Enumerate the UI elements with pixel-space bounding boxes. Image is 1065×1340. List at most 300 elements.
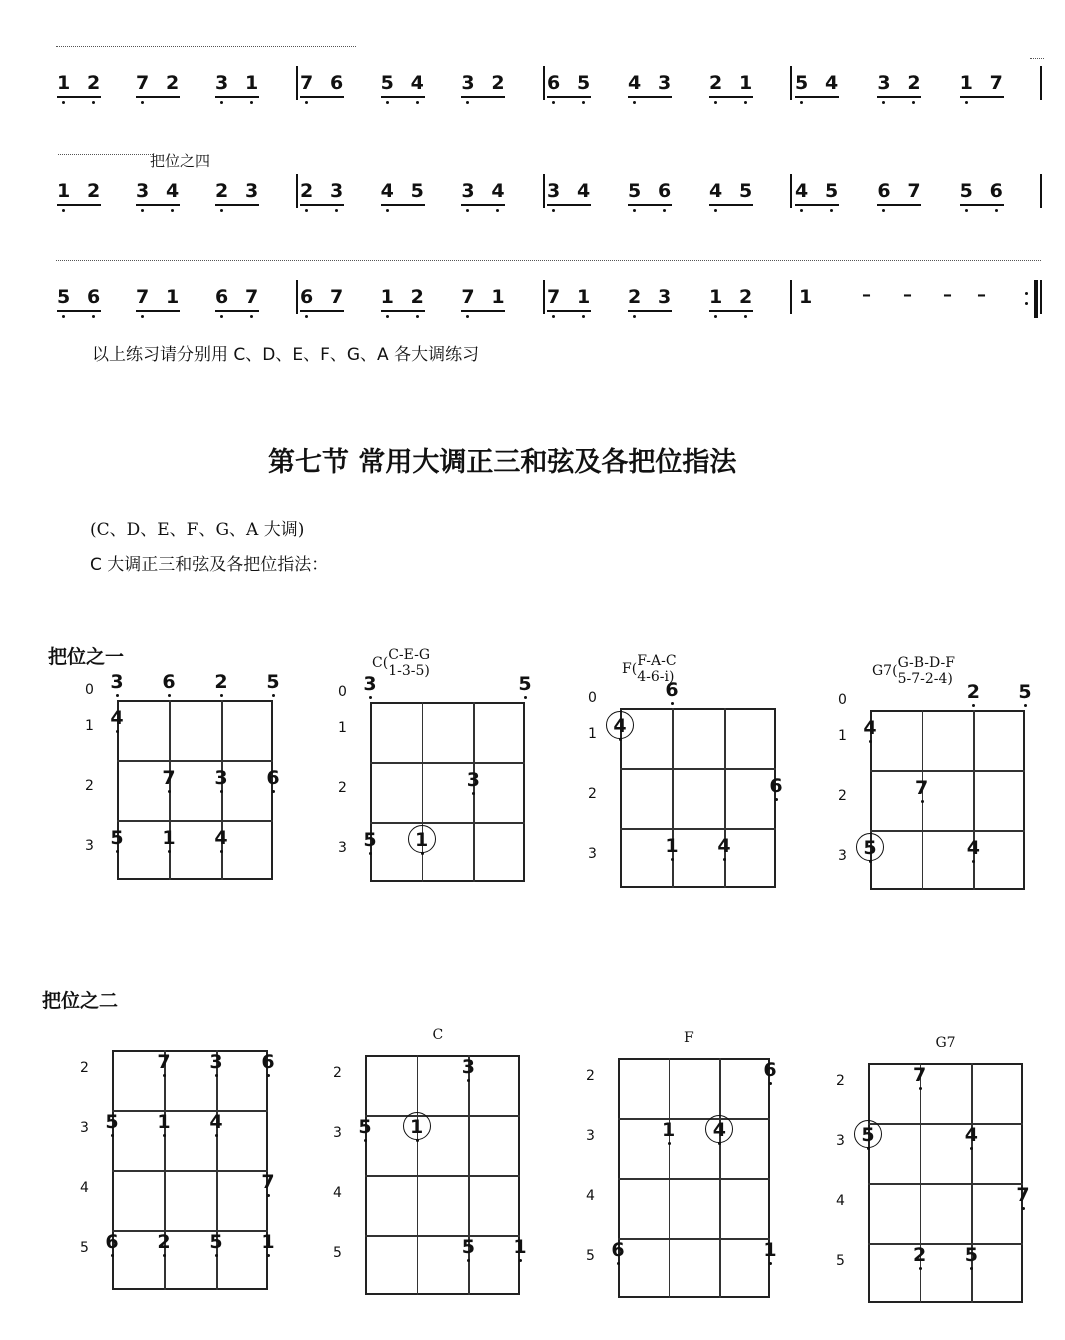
score-note: 5 xyxy=(380,72,394,94)
fret-number: 1 xyxy=(838,728,847,744)
note-dot xyxy=(168,694,171,697)
score-note: 3 xyxy=(461,72,475,94)
fret-note: 3 xyxy=(214,767,228,789)
score-note: 6 xyxy=(547,72,561,94)
fret-note: 5 xyxy=(461,1236,475,1258)
bar-line xyxy=(790,280,792,314)
fret-number: 3 xyxy=(338,840,347,856)
fret-grid xyxy=(870,710,1025,890)
fret-number: 3 xyxy=(85,838,94,854)
score-note: 5 xyxy=(739,180,753,202)
fret-number: 0 xyxy=(85,682,94,698)
score-note: 7 xyxy=(136,72,150,94)
fret-number: 0 xyxy=(838,692,847,708)
octave-dot xyxy=(552,315,555,318)
note-dot xyxy=(369,696,372,699)
fret-note: 4 xyxy=(110,707,124,729)
fret-note: 6 xyxy=(266,767,280,789)
octave-dot xyxy=(62,209,65,212)
bar-line xyxy=(790,66,792,100)
score-beam xyxy=(215,310,259,312)
fret-number: 0 xyxy=(338,684,347,700)
fret-note: 5 xyxy=(358,1116,372,1138)
score-note: 7 xyxy=(300,72,314,94)
fret-note: 5 xyxy=(209,1231,223,1253)
note-dot xyxy=(111,1254,114,1257)
score-note: 1 xyxy=(57,180,71,202)
fret-grid xyxy=(370,702,525,882)
fret-number: 3 xyxy=(836,1133,845,1149)
octave-dot xyxy=(305,315,308,318)
fret-line xyxy=(365,1115,520,1117)
bar-line xyxy=(1040,280,1042,314)
octave-dot xyxy=(416,101,419,104)
fret-number: 4 xyxy=(80,1180,89,1196)
octave-dot xyxy=(582,315,585,318)
fret-line xyxy=(117,760,273,762)
score-note: 6 xyxy=(658,180,672,202)
score-note: 5 xyxy=(628,180,642,202)
fret-note: 4 xyxy=(712,1119,726,1141)
score-beam xyxy=(547,96,591,98)
fret-note: 3 xyxy=(110,671,124,693)
octave-dot xyxy=(496,209,499,212)
fret-note: 4 xyxy=(966,837,980,859)
chord-name: F( F-A-C 4-6-i) xyxy=(622,653,677,685)
score-beam xyxy=(57,96,101,98)
note-dot xyxy=(1022,1207,1025,1210)
fret-note: 7 xyxy=(162,767,176,789)
note-dot xyxy=(919,1267,922,1270)
note-dot xyxy=(220,694,223,697)
repeat-dot xyxy=(1025,292,1028,295)
fret-note: 6 xyxy=(769,775,783,797)
note-dot xyxy=(220,850,223,853)
score-note: 7 xyxy=(245,286,259,308)
octave-dot xyxy=(171,209,174,212)
position-1-label: 把位之一 xyxy=(48,646,125,668)
octave-dot xyxy=(386,209,389,212)
score-beam xyxy=(877,96,921,98)
octave-dot xyxy=(800,101,803,104)
position-2-label: 把位之二 xyxy=(42,990,119,1012)
octave-dot xyxy=(882,209,885,212)
fret-number: 0 xyxy=(588,690,597,706)
score-position-label: 把位之四 xyxy=(150,152,211,170)
score-beam xyxy=(547,310,591,312)
fret-line xyxy=(868,1123,1023,1125)
octave-dot xyxy=(141,101,144,104)
score-note: 6 xyxy=(877,180,891,202)
note-dot xyxy=(519,1259,522,1262)
octave-dot xyxy=(141,315,144,318)
note-dot xyxy=(116,730,119,733)
fret-number: 1 xyxy=(85,718,94,734)
score-note: 4 xyxy=(628,72,642,94)
fret-number: 5 xyxy=(333,1245,342,1261)
octave-dot xyxy=(386,315,389,318)
octave-dot xyxy=(220,315,223,318)
octave-dot xyxy=(633,315,636,318)
fret-note: 3 xyxy=(363,673,377,695)
score-note: 3 xyxy=(547,180,561,202)
score-dash: – xyxy=(862,284,871,305)
score-note: 1 xyxy=(166,286,180,308)
score-note: 2 xyxy=(166,72,180,94)
score-beam xyxy=(300,204,344,206)
chord-numbers: 1-3-5) xyxy=(388,663,430,679)
score-note: 3 xyxy=(877,72,891,94)
fret-number: 5 xyxy=(80,1240,89,1256)
fret-note: 4 xyxy=(214,827,228,849)
score-note: 2 xyxy=(491,72,505,94)
score-note: 7 xyxy=(989,72,1003,94)
score-note: 6 xyxy=(87,286,101,308)
note-dot xyxy=(1024,704,1027,707)
score-note: 5 xyxy=(410,180,424,202)
fret-note: 4 xyxy=(613,715,627,737)
circled-note-ring xyxy=(408,825,436,853)
note-dot xyxy=(267,1254,270,1257)
fret-note: 4 xyxy=(964,1124,978,1146)
fret-number: 4 xyxy=(836,1193,845,1209)
fret-note: 6 xyxy=(665,679,679,701)
chord-name: F xyxy=(684,1030,694,1046)
fret-note: 1 xyxy=(513,1236,527,1258)
octave-dot xyxy=(220,101,223,104)
score-note: 3 xyxy=(461,180,475,202)
note-dot xyxy=(769,1082,772,1085)
score-beam xyxy=(795,96,839,98)
score-note: 2 xyxy=(709,72,723,94)
note-dot xyxy=(524,696,527,699)
octave-dot xyxy=(92,101,95,104)
octave-dot xyxy=(416,315,419,318)
fret-note: 4 xyxy=(863,717,877,739)
octave-dot xyxy=(995,209,998,212)
fret-line xyxy=(370,822,525,824)
score-note: 1 xyxy=(491,286,505,308)
bar-line xyxy=(1040,174,1042,208)
fret-note: 6 xyxy=(611,1239,625,1261)
note-dot xyxy=(919,1087,922,1090)
score-beam xyxy=(795,204,839,206)
score-note: 1 xyxy=(709,286,723,308)
note-dot xyxy=(116,694,119,697)
score-beam xyxy=(628,310,672,312)
fret-line xyxy=(370,762,525,764)
fret-note: 3 xyxy=(466,769,480,791)
fret-number: 2 xyxy=(85,778,94,794)
score-beam xyxy=(381,204,425,206)
chord-letters: C-E-G xyxy=(388,647,431,663)
score-note: 5 xyxy=(825,180,839,202)
note-dot xyxy=(921,800,924,803)
score-note: 5 xyxy=(795,72,809,94)
string-line xyxy=(672,708,674,888)
fret-number: 2 xyxy=(586,1068,595,1084)
fret-line xyxy=(117,820,273,822)
fret-line xyxy=(112,1170,268,1172)
octave-dot xyxy=(744,101,747,104)
fret-grid xyxy=(620,708,776,888)
score-beam xyxy=(300,310,344,312)
note-dot xyxy=(723,858,726,861)
octave-dot xyxy=(305,209,308,212)
note-dot xyxy=(163,1134,166,1137)
note-dot xyxy=(267,1074,270,1077)
fret-number: 3 xyxy=(333,1125,342,1141)
fret-note: 7 xyxy=(1016,1184,1030,1206)
fret-line xyxy=(620,828,776,830)
note-dot xyxy=(668,1142,671,1145)
fret-note: 5 xyxy=(110,827,124,849)
note-dot xyxy=(163,1254,166,1257)
circled-note-ring xyxy=(606,711,634,739)
score-note: 1 xyxy=(739,72,753,94)
fret-note: 2 xyxy=(214,671,228,693)
chord-name: C xyxy=(432,1027,444,1043)
octave-dot xyxy=(633,101,636,104)
repeat-dot xyxy=(1025,302,1028,305)
score-dash: – xyxy=(903,284,912,305)
chord-name: G7 xyxy=(935,1035,956,1051)
octave-dot xyxy=(92,315,95,318)
fret-note: 6 xyxy=(162,671,176,693)
string-line xyxy=(973,710,975,890)
octave-dot xyxy=(552,209,555,212)
bar-line xyxy=(296,280,298,314)
octave-dot xyxy=(141,209,144,212)
score-note: 4 xyxy=(709,180,723,202)
note-dot xyxy=(168,850,171,853)
octave-dot xyxy=(912,101,915,104)
fret-note: 7 xyxy=(157,1051,171,1073)
fret-number: 4 xyxy=(333,1185,342,1201)
score-note: 2 xyxy=(87,72,101,94)
score-note: 3 xyxy=(658,72,672,94)
note-dot xyxy=(220,790,223,793)
section-keys: (C、D、E、F、G、A 大调) xyxy=(90,520,305,540)
fret-note: 1 xyxy=(662,1119,676,1141)
score-beam xyxy=(136,204,180,206)
note-dot xyxy=(111,1134,114,1137)
fret-note: 7 xyxy=(913,1064,927,1086)
score-note: 4 xyxy=(410,72,424,94)
fret-note: 2 xyxy=(913,1244,927,1266)
fret-note: 3 xyxy=(461,1056,475,1078)
octave-dot xyxy=(62,101,65,104)
practice-note: 以上练习请分别用 C、D、E、F、G、A 各大调练习 xyxy=(92,345,480,365)
note-dot xyxy=(617,1262,620,1265)
fret-number: 5 xyxy=(586,1248,595,1264)
score-beam xyxy=(215,204,259,206)
bar-line xyxy=(296,174,298,208)
score-dash: – xyxy=(943,284,952,305)
score-beam xyxy=(57,310,101,312)
octave-dot xyxy=(882,101,885,104)
section-subtitle: C 大调正三和弦及各把位指法： xyxy=(90,555,329,575)
fret-number: 2 xyxy=(338,780,347,796)
note-dot xyxy=(272,790,275,793)
score-note: 6 xyxy=(300,286,314,308)
fret-note: 4 xyxy=(209,1111,223,1133)
fret-note: 5 xyxy=(105,1111,119,1133)
bar-line xyxy=(790,174,792,208)
chord-numbers: 4-6-i) xyxy=(637,669,675,685)
score-beam xyxy=(709,96,753,98)
fret-line xyxy=(868,1243,1023,1245)
fret-number: 5 xyxy=(836,1253,845,1269)
score-note: 3 xyxy=(245,180,259,202)
chord-letters: G-B-D-F xyxy=(897,655,955,671)
note-dot xyxy=(869,740,872,743)
fret-grid xyxy=(117,700,273,880)
octave-dot xyxy=(582,101,585,104)
score-beam xyxy=(136,310,180,312)
score-beam xyxy=(960,96,1004,98)
fret-number: 3 xyxy=(838,848,847,864)
score-note: 7 xyxy=(330,286,344,308)
score-note: 7 xyxy=(136,286,150,308)
note-dot xyxy=(671,858,674,861)
fret-note: 5 xyxy=(266,671,280,693)
score-note: 2 xyxy=(739,286,753,308)
note-dot xyxy=(215,1254,218,1257)
string-line xyxy=(724,708,726,888)
octave-dot xyxy=(386,101,389,104)
fret-note: 7 xyxy=(915,777,929,799)
bar-line xyxy=(543,280,545,314)
score-note: 3 xyxy=(215,72,229,94)
score-beam xyxy=(709,310,753,312)
score-note: 1 xyxy=(380,286,394,308)
score-beam xyxy=(877,204,921,206)
score-note: 3 xyxy=(136,180,150,202)
score-note: 7 xyxy=(547,286,561,308)
octave-dot xyxy=(250,101,253,104)
score-beam xyxy=(461,310,505,312)
fret-number: 2 xyxy=(588,786,597,802)
fret-number: 3 xyxy=(586,1128,595,1144)
score-note: 6 xyxy=(330,72,344,94)
fret-number: 2 xyxy=(838,788,847,804)
score-note: 2 xyxy=(907,72,921,94)
note-dot xyxy=(775,798,778,801)
octave-dot xyxy=(250,315,253,318)
score-note: 5 xyxy=(57,286,71,308)
fret-line xyxy=(365,1175,520,1177)
score-dash: – xyxy=(977,284,986,305)
score-note: 1 xyxy=(57,72,71,94)
score-beam xyxy=(461,204,505,206)
fret-note: 5 xyxy=(1018,681,1032,703)
octave-dot xyxy=(305,101,308,104)
score-beam xyxy=(381,96,425,98)
octave-dot xyxy=(466,315,469,318)
fret-note: 4 xyxy=(717,835,731,857)
fret-line xyxy=(618,1118,770,1120)
score-note: 1 xyxy=(959,72,973,94)
score-beam xyxy=(136,96,180,98)
fret-number: 2 xyxy=(333,1065,342,1081)
octave-dot xyxy=(714,209,717,212)
octave-dot xyxy=(800,209,803,212)
octave-dot xyxy=(335,209,338,212)
octave-dot xyxy=(633,209,636,212)
fret-note: 7 xyxy=(261,1171,275,1193)
fret-note: 5 xyxy=(363,829,377,851)
score-beam xyxy=(57,204,101,206)
score-note: 4 xyxy=(491,180,505,202)
octave-dot xyxy=(663,209,666,212)
fret-line xyxy=(365,1235,520,1237)
fret-number: 4 xyxy=(586,1188,595,1204)
score-beam xyxy=(300,96,344,98)
octave-dot xyxy=(965,101,968,104)
fret-note: 1 xyxy=(763,1239,777,1261)
score-note: 4 xyxy=(380,180,394,202)
note-dot xyxy=(369,852,372,855)
octave-dot xyxy=(552,101,555,104)
fret-number: 1 xyxy=(338,720,347,736)
score-note: 3 xyxy=(658,286,672,308)
note-dot xyxy=(267,1194,270,1197)
fret-line xyxy=(618,1178,770,1180)
fret-note: 5 xyxy=(518,673,532,695)
score-note: 2 xyxy=(87,180,101,202)
score-beam xyxy=(709,204,753,206)
fret-number: 1 xyxy=(588,726,597,742)
score-note: 4 xyxy=(825,72,839,94)
circled-note-ring xyxy=(403,1112,431,1140)
note-dot xyxy=(215,1134,218,1137)
fret-number: 3 xyxy=(80,1120,89,1136)
score-beam xyxy=(628,96,672,98)
fret-note: 1 xyxy=(665,835,679,857)
fret-note: 6 xyxy=(763,1059,777,1081)
section-title: 第七节 常用大调正三和弦及各把位指法 xyxy=(268,447,737,478)
fret-note: 3 xyxy=(209,1051,223,1073)
score-note: 4 xyxy=(795,180,809,202)
octave-dot xyxy=(62,315,65,318)
note-dot xyxy=(168,790,171,793)
chord-name: C( C-E-G 1-3-5) xyxy=(372,647,431,679)
score-note: 2 xyxy=(300,180,314,202)
fret-note: 1 xyxy=(157,1111,171,1133)
score-dotted-line xyxy=(56,46,356,47)
score-note: 3 xyxy=(330,180,344,202)
score-beam xyxy=(381,310,425,312)
score-beam xyxy=(547,204,591,206)
string-line xyxy=(422,702,424,882)
octave-dot xyxy=(466,101,469,104)
score-beam xyxy=(628,204,672,206)
score-beam xyxy=(215,96,259,98)
final-bar xyxy=(1034,280,1038,318)
fret-note: 1 xyxy=(162,827,176,849)
octave-dot xyxy=(466,209,469,212)
circled-note-ring xyxy=(854,1120,882,1148)
score-note: 2 xyxy=(215,180,229,202)
bar-line xyxy=(543,174,545,208)
score-note: 2 xyxy=(410,286,424,308)
octave-dot xyxy=(220,209,223,212)
note-dot xyxy=(272,694,275,697)
note-dot xyxy=(215,1074,218,1077)
fret-note: 6 xyxy=(261,1051,275,1073)
fret-note: 1 xyxy=(410,1116,424,1138)
